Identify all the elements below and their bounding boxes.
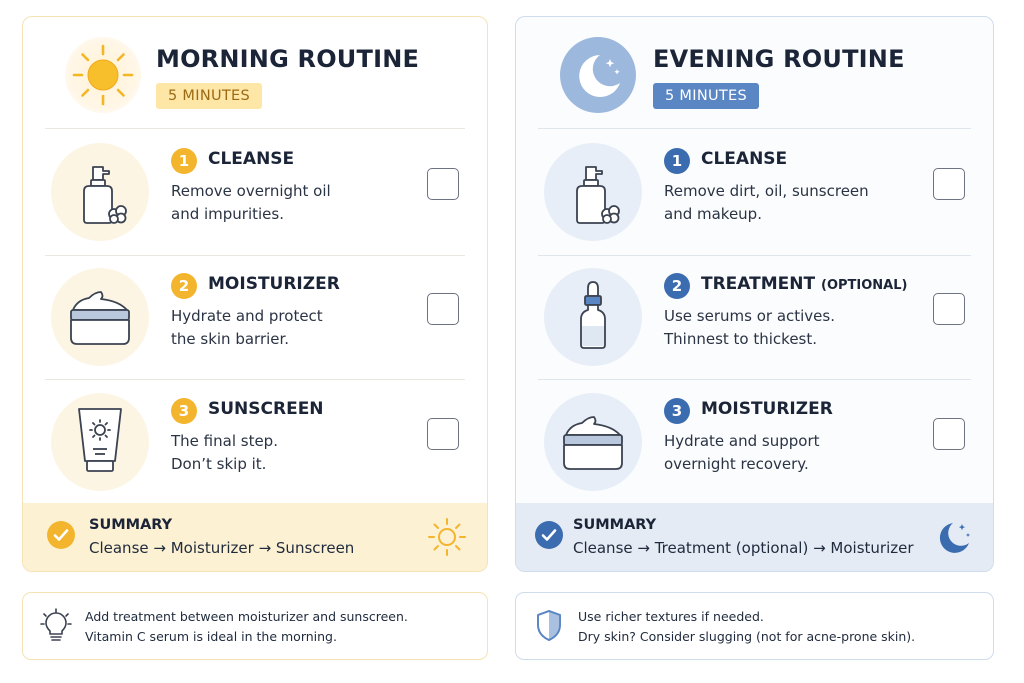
step-description [664, 180, 884, 226]
page-title: EVENING ROUTINE [653, 45, 905, 73]
moon-icon [560, 37, 636, 113]
optional-label: (OPTIONAL) [821, 278, 908, 293]
step-description-line: Use serums or actives. [664, 307, 835, 325]
summary-bar [23, 503, 487, 571]
step-description [664, 430, 884, 476]
cream-jar-icon [544, 393, 642, 491]
summary-text: Cleanse → Moisturizer → Sunscreen [89, 539, 355, 557]
cleanser-bottle-icon [544, 143, 642, 241]
step-checkbox-moisturizer[interactable] [427, 293, 459, 325]
check-circle-icon [535, 521, 563, 549]
step-title-text: CLEANSE [208, 149, 295, 169]
serum-dropper-icon [544, 268, 642, 366]
summary-bar [516, 503, 993, 571]
step-description [171, 180, 391, 226]
step-checkbox-treatment[interactable] [933, 293, 965, 325]
step-checkbox-cleanse[interactable] [933, 168, 965, 200]
divider [538, 128, 971, 129]
step-number-badge: 2 [171, 273, 197, 299]
morning-routine-card [22, 16, 488, 572]
step-title-text: MOISTURIZER [701, 399, 833, 419]
step-title-text: TREATMENT [701, 274, 816, 294]
tip-text: Use richer textures if needed. [578, 609, 764, 624]
step-title [208, 149, 294, 169]
step-title [701, 399, 833, 419]
step-description-line: Hydrate and support [664, 432, 820, 450]
summary-label: SUMMARY [89, 517, 173, 533]
step-checkbox-cleanse[interactable] [427, 168, 459, 200]
step-title-text: CLEANSE [701, 149, 788, 169]
step-title [701, 274, 907, 294]
step-description-line: Don’t skip it. [171, 455, 267, 473]
step-description-line: Hydrate and protect [171, 307, 323, 325]
morning-tip-box [22, 592, 488, 660]
sun-icon [65, 37, 141, 113]
cream-jar-icon [51, 268, 149, 366]
evening-tip-box [515, 592, 994, 660]
tip-text: Add treatment between moisturizer and sunscreen. [85, 609, 408, 624]
step-description [171, 305, 391, 351]
step-description-line: the skin barrier. [171, 330, 290, 348]
summary-label: SUMMARY [573, 517, 657, 533]
cleanser-bottle-icon [51, 143, 149, 241]
summary-text: Cleanse → Treatment (optional) → Moisturizer [573, 539, 914, 557]
step-treatment [516, 256, 993, 380]
step-number-badge: 3 [171, 398, 197, 424]
step-title-text: MOISTURIZER [208, 274, 340, 294]
step-description-line: The final step. [171, 432, 278, 450]
step-description [664, 305, 884, 351]
sunscreen-tube-icon [51, 393, 149, 491]
step-moisturizer [23, 256, 487, 380]
step-description-line: Remove dirt, oil, sunscreen [664, 182, 869, 200]
tip-text: Vitamin C serum is ideal in the morning. [85, 629, 337, 644]
evening-routine-card [515, 16, 994, 572]
step-number-badge: 2 [664, 273, 690, 299]
step-checkbox-moisturizer[interactable] [933, 418, 965, 450]
lightbulb-icon [39, 607, 73, 645]
step-description-line: and impurities. [171, 205, 284, 223]
step-moisturizer [516, 381, 993, 505]
divider [45, 379, 465, 380]
duration-badge: 5 MINUTES [653, 83, 759, 109]
step-description-line: Remove overnight oil [171, 182, 331, 200]
step-description-line: Thinnest to thickest. [664, 330, 818, 348]
divider [538, 379, 971, 380]
step-description [171, 430, 391, 476]
duration-badge: 5 MINUTES [156, 83, 262, 109]
step-cleanse [23, 131, 487, 255]
step-sunscreen [23, 381, 487, 505]
check-circle-icon [47, 521, 75, 549]
step-description-line: and makeup. [664, 205, 762, 223]
step-number-badge: 3 [664, 398, 690, 424]
tip-text: Dry skin? Consider slugging (not for acne-prone skin). [578, 629, 916, 644]
divider [45, 128, 465, 129]
step-number-badge: 1 [664, 148, 690, 174]
step-cleanse [516, 131, 993, 255]
shield-icon [532, 607, 566, 645]
step-number-badge: 1 [171, 148, 197, 174]
step-checkbox-sunscreen[interactable] [427, 418, 459, 450]
step-description-line: overnight recovery. [664, 455, 809, 473]
moon-icon [931, 515, 975, 559]
step-title [701, 149, 787, 169]
step-title-text: SUNSCREEN [208, 399, 324, 419]
sun-icon [425, 515, 469, 559]
step-title [208, 274, 340, 294]
page-title: MORNING ROUTINE [156, 45, 420, 73]
step-title [208, 399, 324, 419]
